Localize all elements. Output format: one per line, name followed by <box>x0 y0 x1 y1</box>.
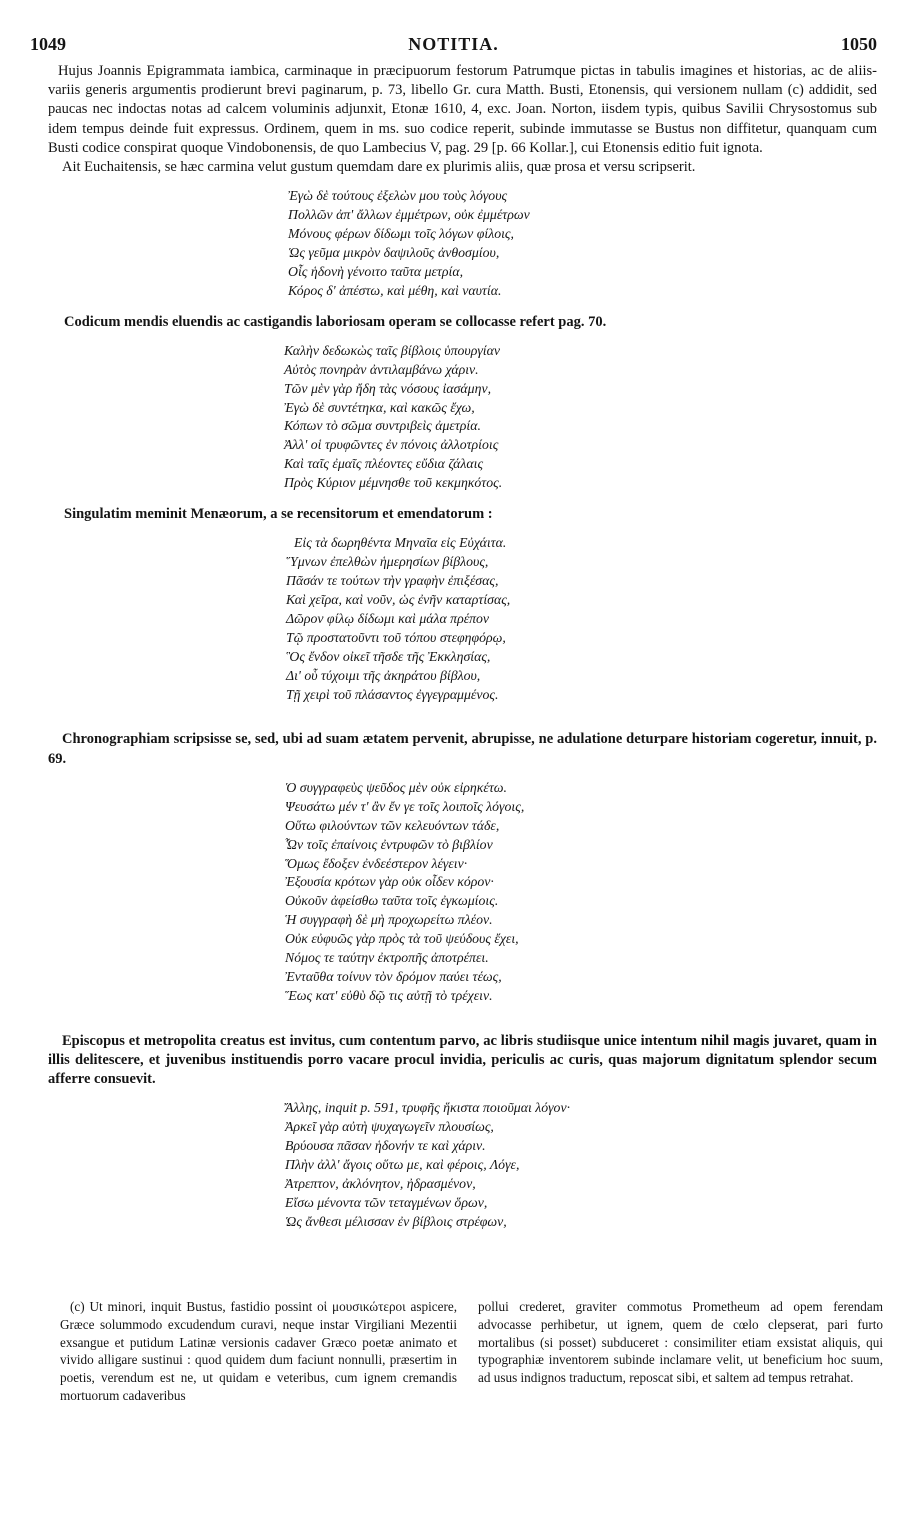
verse-line: Καὶ χεῖρα, καὶ νοῦν, ὡς ἐνῆν καταρτίσας, <box>286 592 511 608</box>
verse-line: Τῶν μὲν γὰρ ἤδη τὰς νόσους ἰασάμην, <box>284 380 492 396</box>
verse-block-5 <box>285 1099 877 1231</box>
verse-line: Ἕως κατ' εὐθὺ δῷ τις αὐτῇ τὸ τρέχειν. <box>285 987 493 1003</box>
verse-line: Εἴσω μένοντα τῶν τεταγμένων ὅρων, <box>285 1194 488 1210</box>
verse-line: Ὁ συγγραφεὺς ψεῦδος μὲν οὐκ εἰρηκέτω. <box>285 779 507 795</box>
paragraph-menaeorum: Singulatim meminit Menæorum, a se recensitorum et emendatorum : <box>64 506 493 523</box>
verse-line: Ἀλλ' οἱ τρυφῶντες ἐν πόνοις ἀλλοτρίοις <box>284 437 499 453</box>
verse-line: Πᾶσάν τε τούτων τὴν γραφὴν ἐπιξέσας, <box>286 573 499 589</box>
verse-line: Ὕμνων ἐπελθὼν ἡμερησίων βίβλους, <box>286 554 489 570</box>
verse-line: Ἀτρεπτον, ἀκλόνητον, ἠδρασμένον, <box>285 1175 476 1191</box>
verse-line: Πρὸς Κύριον μέμνησθε τοῦ κεκμηκότος. <box>284 475 503 491</box>
verse-line: Καλὴν δεδωκὼς ταῖς βίβλοις ὑπουργίαν <box>284 342 500 358</box>
verse-line: Τῇ χειρὶ τοῦ πλάσαντος ἐγγεγραμμένος. <box>286 686 499 702</box>
verse-title: Εἰς τὰ δωρηθέντα Μηναῖα εἰς Εὐχάιτα. <box>294 535 507 551</box>
paragraph-euchaitensis: Ait Euchaitensis, se hæc carmina velut gustum quemdam dare ex plurimis aliis, quæ prosa et versu scripserit. <box>62 159 696 176</box>
verse-line: Τῷ προστατοῦντι τοῦ τόπου στεφηφόρῳ, <box>286 629 506 645</box>
verse-line: Ἐξουσία κρότων γὰρ οὐκ οἶδεν κόρον· <box>285 874 494 890</box>
verse-line: Ὧν τοῖς ἐπαίνοις ἐντρυφῶν τὸ βιβλίον <box>285 836 493 852</box>
intro-paragraph: Hujus Joannis Epigrammata iambica, carminaque in præcipuorum festorum Patrumque pictas in tabulis imagines et historias, ac de aliis-variis generis argumentis prodierunt brevi paginarum, p. 73, libello Gr. cura Matth. Busti, Etonensis, qui versionem nullam (c) addidit, sed paucas nec indoctas notas ad calcem voluminis adjunxit, Etonæ 1610, 4, exc. Joan. Norton, iisdem typis, quibus Savilii Chrysostomus sub idem tempus deinde fuit expressus. Ordinem, quem in ms. suo codice reperit, subinde immutasse se Bustus non diffitetur, quanquam cum Busti codice conspirat quoque Vindobonensis, de quo Lambecius V, pag. 29 [p. 66 Kollar.], cui Etonensis editio fuit ignota. <box>48 63 877 156</box>
page-number-left: 1049 <box>30 34 66 54</box>
verse-line: Ἐνταῦθα τοίνυν τὸν δρόμον παύει τέως, <box>285 968 502 984</box>
verse-block-1 <box>288 187 877 300</box>
footnote-column-right <box>478 1298 883 1387</box>
verse-line: Ἀρκεῖ γὰρ αὐτὴ ψυχαγωγεῖν πλουσίως, <box>285 1119 494 1135</box>
verse-line: Ἡ συγγραφὴ δὲ μὴ προχωρείτω πλέον. <box>285 912 493 928</box>
paragraph-codicum: Codicum mendis eluendis ac castigandis laboriosam operam se collocasse refert pag. 70. <box>64 313 607 330</box>
verse-line: Αὐτὸς πονηρὰν ἀντιλαμβάνω χάριν. <box>284 361 479 377</box>
verse-line: Οὕτω φιλούντων τῶν κελευόντων τάδε, <box>285 817 500 833</box>
main-text <box>48 62 877 1240</box>
paragraph-episcopus: Episcopus et metropolita creatus est invitus, cum contentum parvo, ac libris studiisque unice intentum nihil magis juvaret, quam in illis delitescere, et juvenibus instituendis porro vacare procul invidia, periculis ac curis, quas majorum dignitatum splendor secum afferre consuevit. <box>48 1032 877 1088</box>
verse-block-3 <box>286 534 877 704</box>
verse-line: Μόνους φέρων δίδωμι τοῖς λόγων φίλοις, <box>288 226 514 242</box>
footnote-column-left <box>60 1298 457 1405</box>
verse-line: Νόμος τε ταύτην ἐκτροπῆς ἀποτρέπει. <box>285 950 489 966</box>
verse-line: Ὃς ἔνδον οἰκεῖ τῆσδε τῆς Ἐκκλησίας, <box>286 648 491 664</box>
verse-line: Κόρος δ' ἀπέστω, καὶ μέθη, καὶ ναυτία. <box>288 282 502 298</box>
verse-line: Καὶ ταῖς ἐμαῖς πλέοντες εὔδια ζάλαις <box>284 456 484 472</box>
verse-line: Ψευσάτω μέν τ' ἂν ἔν γε τοῖς λοιποῖς λόγοις, <box>285 798 525 814</box>
verse-line: Κόπων τὸ σῶμα συντριβεὶς ἀμετρία. <box>284 418 481 434</box>
footnote-c-continued: pollui crederet, graviter commotus Prometheum ad opem ferendam advocasse perhibetur, ut ignem, quem de cœlo clepserat, pari furto mortalibus (si posset) subduceret : consimiliter etiam exsistat aliquis, qui typographiæ inventorem subinde inclamare velit, ut beneficium hoc suum, ad usus indignos traductum, reposcat sibi, et saltem ad tempus retrahat. <box>478 1299 883 1386</box>
verse-line: Ὡς γεῦμα μικρὸν δαψιλοῦς ἀνθοσμίου, <box>288 244 500 260</box>
verse-line: Ἐγὼ δὲ συντέτηκα, καὶ κακῶς ἔχω, <box>284 399 475 415</box>
verse-line: Οὐκ εὐφυῶς γὰρ πρὸς τὰ τοῦ ψεύδους ἔχει, <box>285 931 519 947</box>
verse-line: Ὡς ἄνθεσι μέλισσαν ἐν βίβλοις στρέφων, <box>285 1213 507 1229</box>
verse-block-2 <box>284 342 877 493</box>
verse-line: Ἐγὼ δὲ τούτους ἐξελὼν μου τοὺς λόγους <box>288 188 508 204</box>
running-title: NOTITIA. <box>408 34 499 54</box>
verse-line: Οὐκοῦν ἀφείσθω ταῦτα τοῖς ἐγκωμίοις. <box>285 893 499 909</box>
verse-line: Δι' οὗ τύχοιμι τῆς ἀκηράτου βίβλου, <box>286 667 481 683</box>
paragraph-chronographiam: Chronographiam scripsisse se, sed, ubi ad suam ætatem pervenit, abrupisse, ne adulatione deturpare historiam cogeretur, innuit, p. 69. <box>48 731 877 767</box>
page-number-right: 1050 <box>841 34 877 54</box>
verse-block-4 <box>285 779 877 1006</box>
verse-line: Οἷς ἡδονὴ γένοιτο ταῦτα μετρία, <box>288 263 464 279</box>
page-header <box>30 34 877 60</box>
verse-line: Ἄλλης, inquit p. 591, τρυφῆς ἥκιστα ποιοῦμαι λόγον· <box>285 1100 571 1116</box>
verse-line: Δῶρον φίλῳ δίδωμι καὶ μάλα πρέπον <box>286 610 490 626</box>
verse-line: Πλὴν ἀλλ' ἄγοις οὕτω με, καὶ φέροις, Λόγε, <box>285 1157 520 1173</box>
verse-line: Ὅμως ἔδοξεν ἐνδεέστερον λέγειν· <box>285 855 468 871</box>
verse-line: Πολλῶν ἀπ' ἄλλων ἐμμέτρων, οὐκ ἐμμέτρων <box>288 207 530 223</box>
verse-line: Βρύουσα πᾶσαν ἡδονήν τε καὶ χάριν. <box>285 1138 486 1154</box>
footnote-c: (c) Ut minori, inquit Bustus, fastidio possint οἱ μουσικώτεροι aspicere, Græce solummodo excudendum curavi, neque instar Virgiliani Mezentii exsangue et putidum Latinæ versionis cadaver Græco poetæ animato et vivido alligare sustinui : quod quidem dum faciunt nonnulli, præsertim in poetis, verendum est ne, ut quidam e veteribus, cum ignem cremandis mortuorum cadaveribus <box>60 1299 457 1403</box>
